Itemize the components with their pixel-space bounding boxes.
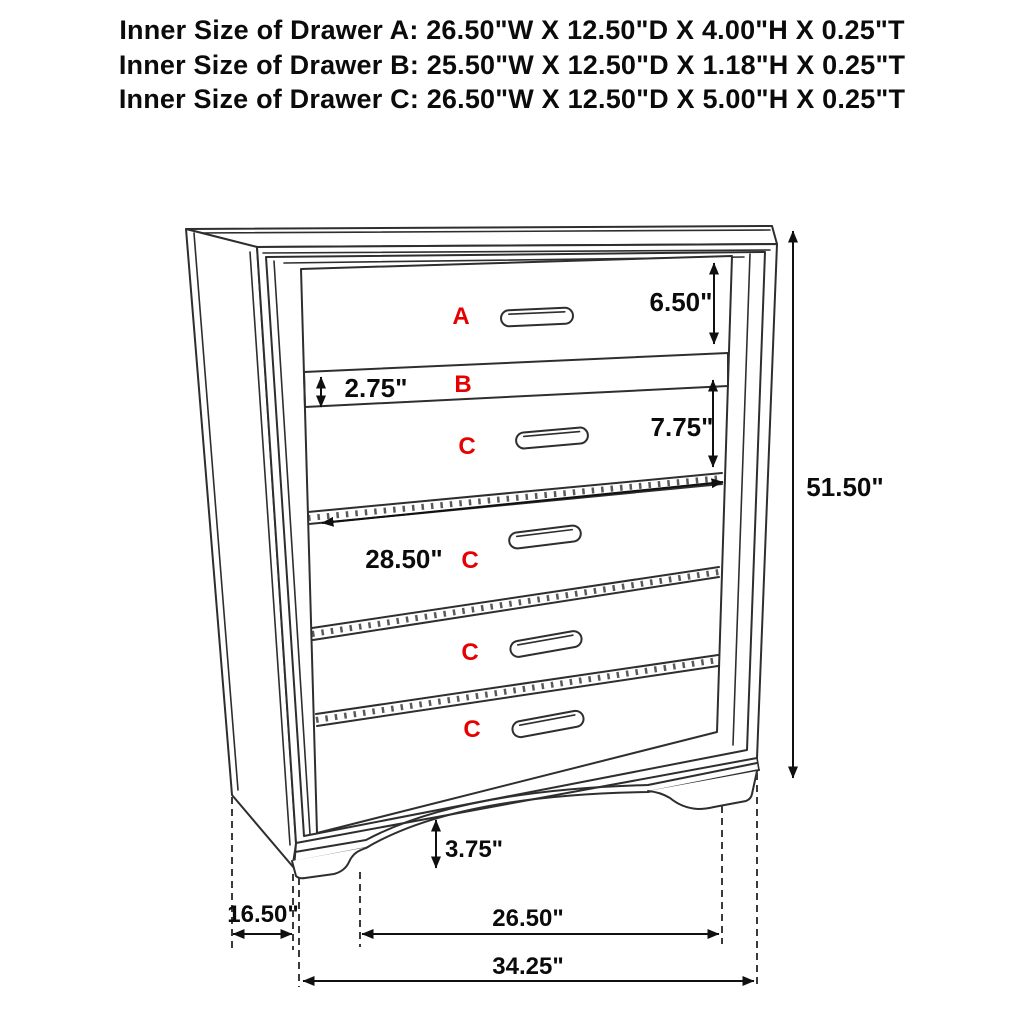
overall-height-label: 51.50" <box>806 472 884 502</box>
drawer-c2-letter: C <box>461 547 479 574</box>
header-line-drawer-a: Inner Size of Drawer A: 26.50"W X 12.50"D X 4.00"H X 0.25"T <box>119 15 905 45</box>
drawer-b-letter: B <box>454 371 472 398</box>
drawer-width-label: 28.50" <box>365 544 443 574</box>
inner-width-label: 26.50" <box>492 905 564 932</box>
foot-height-label: 3.75" <box>444 836 504 863</box>
drawer-c-height-label: 7.75" <box>650 412 714 442</box>
drawer-a-handle <box>501 307 574 326</box>
base-right-endcap <box>757 758 759 770</box>
drawer-c3-letter: C <box>461 639 479 666</box>
right-bracket-foot <box>648 771 757 809</box>
drawer-a-letter: A <box>452 303 470 330</box>
drawer-c1-letter: C <box>458 433 476 460</box>
header-line-drawer-c: Inner Size of Drawer C: 26.50"W X 12.50"D X 5.00"H X 0.25"T <box>118 84 906 114</box>
drawer-a-height-label: 6.50" <box>649 287 713 317</box>
side-depth-label: 16.50" <box>227 901 299 928</box>
drawer-b-height-label: 2.75" <box>344 373 408 403</box>
header-line-drawer-b: Inner Size of Drawer B: 25.50"W X 12.50"D X 1.18"H X 0.25"T <box>118 49 906 80</box>
overall-width-label: 34.25" <box>492 953 564 980</box>
drawer-c4-letter: C <box>463 716 481 743</box>
left-bracket-foot <box>292 847 368 878</box>
chest-outline <box>186 226 777 868</box>
